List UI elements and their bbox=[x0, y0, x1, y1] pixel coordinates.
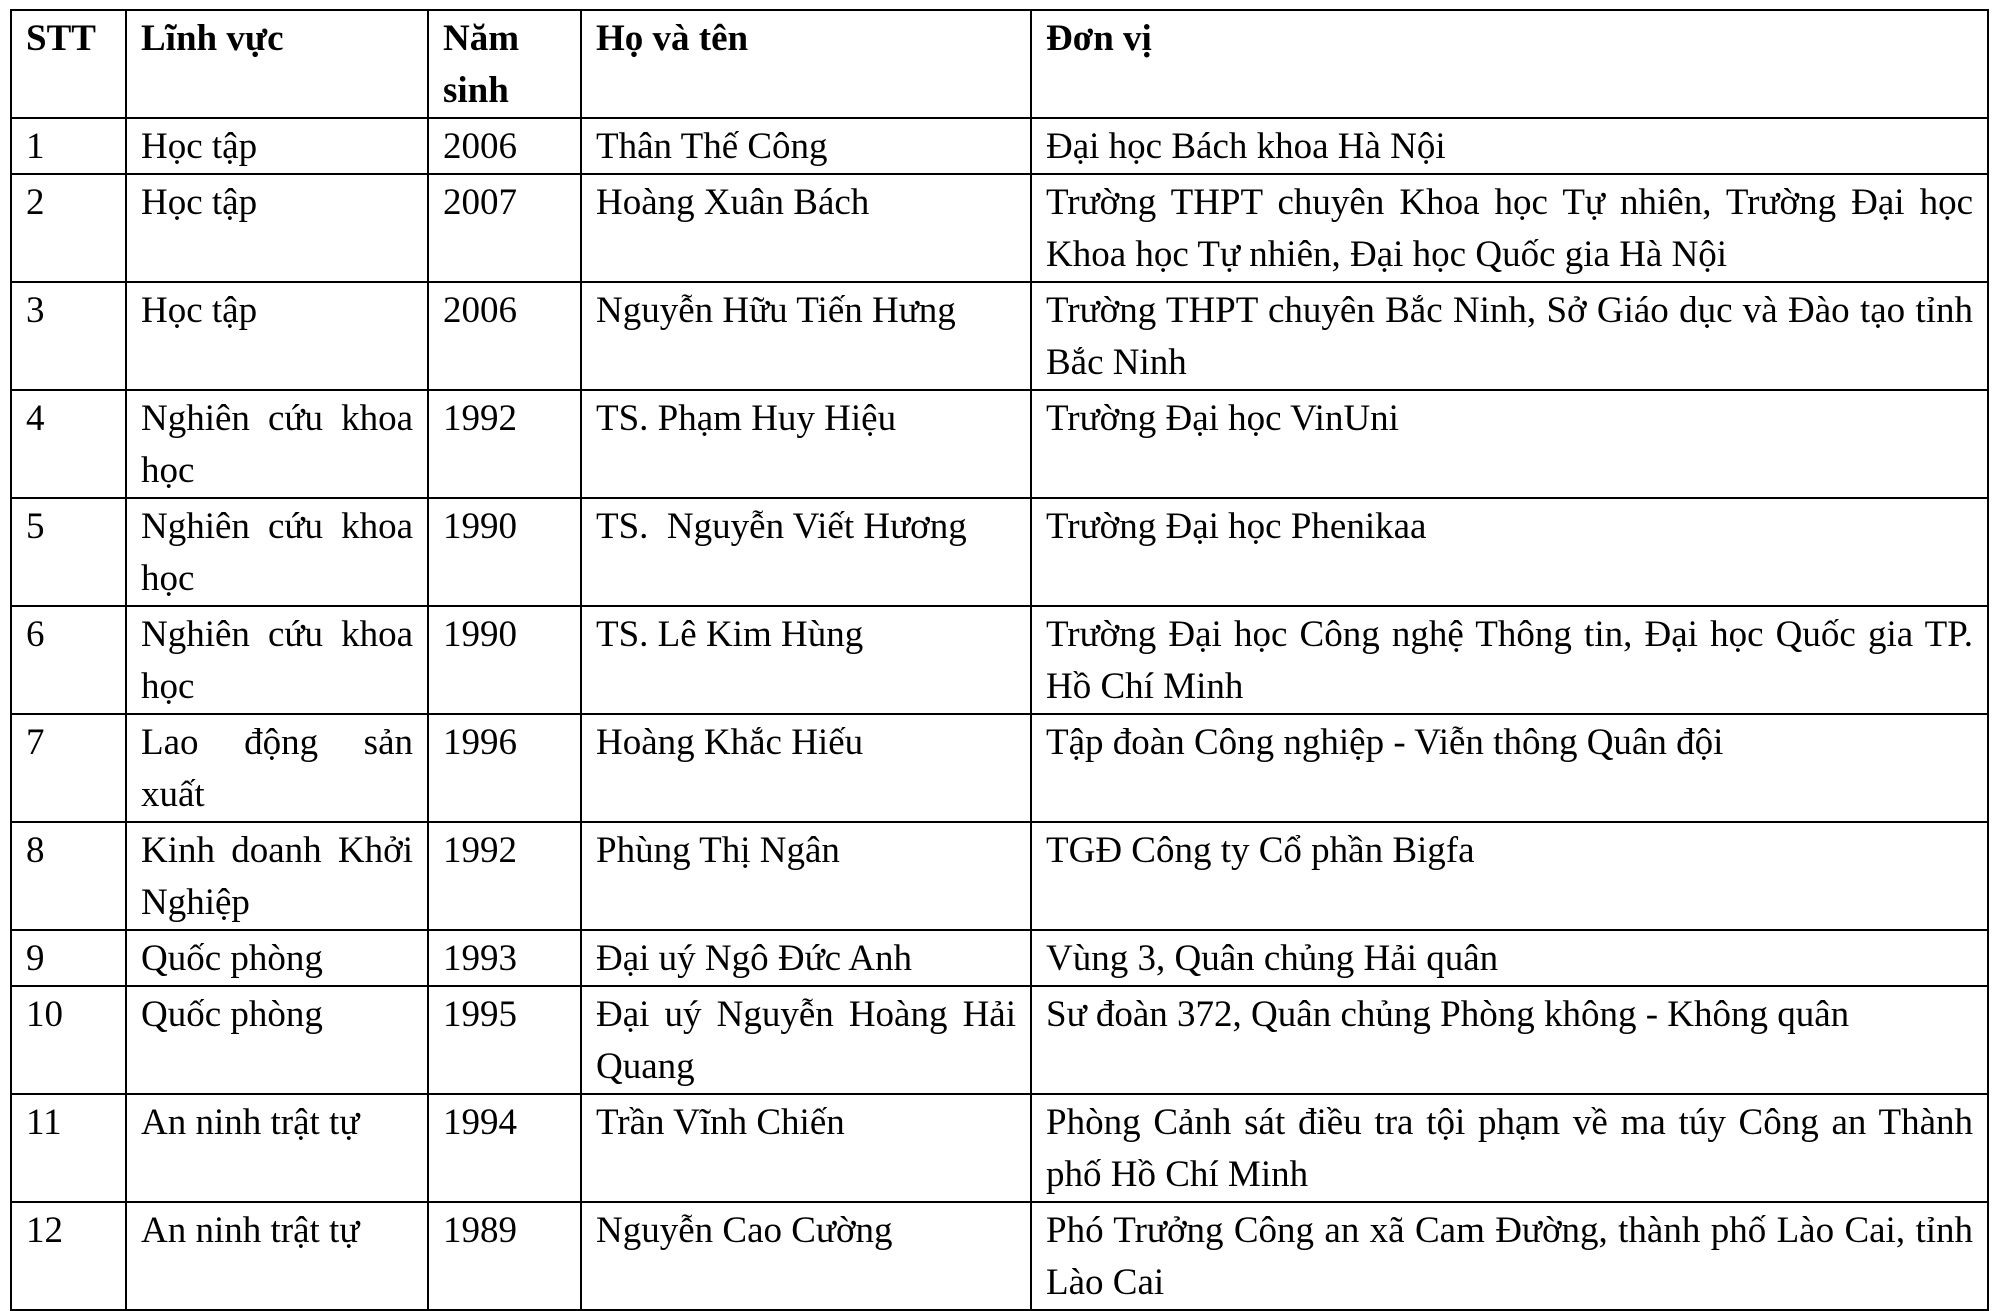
cell-stt: 12 bbox=[11, 1202, 126, 1310]
cell-stt: 8 bbox=[11, 822, 126, 930]
cell-stt: 11 bbox=[11, 1094, 126, 1202]
cell-unit: Trường Đại học VinUni bbox=[1031, 390, 1988, 498]
cell-name: Nguyễn Cao Cường bbox=[581, 1202, 1031, 1310]
cell-field: Nghiên cứu khoa học bbox=[126, 498, 428, 606]
cell-unit: Tập đoàn Công nghiệp - Viễn thông Quân đội bbox=[1031, 714, 1988, 822]
cell-unit: Đại học Bách khoa Hà Nội bbox=[1031, 118, 1988, 174]
cell-year: 2007 bbox=[428, 174, 581, 282]
cell-year: 1993 bbox=[428, 930, 581, 986]
table-row bbox=[11, 606, 1988, 714]
cell-year: 2006 bbox=[428, 282, 581, 390]
cell-name: TS. Nguyễn Viết Hương bbox=[581, 498, 1031, 606]
cell-year: 1996 bbox=[428, 714, 581, 822]
cell-year: 1990 bbox=[428, 498, 581, 606]
cell-name: Đại uý Ngô Đức Anh bbox=[581, 930, 1031, 986]
cell-stt: 7 bbox=[11, 714, 126, 822]
table-row bbox=[11, 1094, 1988, 1202]
cell-name: Đại uý Nguyễn Hoàng Hải Quang bbox=[581, 986, 1031, 1094]
table-row bbox=[11, 174, 1988, 282]
cell-year: 1990 bbox=[428, 606, 581, 714]
cell-name: Trần Vĩnh Chiến bbox=[581, 1094, 1031, 1202]
cell-name: Hoàng Khắc Hiếu bbox=[581, 714, 1031, 822]
cell-stt: 3 bbox=[11, 282, 126, 390]
cell-field: Quốc phòng bbox=[126, 930, 428, 986]
header-unit: Đơn vị bbox=[1031, 10, 1988, 118]
header-field: Lĩnh vực bbox=[126, 10, 428, 118]
table-row bbox=[11, 714, 1988, 822]
table-row bbox=[11, 1202, 1988, 1310]
cell-year: 1989 bbox=[428, 1202, 581, 1310]
cell-stt: 9 bbox=[11, 930, 126, 986]
cell-unit: Phòng Cảnh sát điều tra tội phạm về ma túy Công an Thành phố Hồ Chí Minh bbox=[1031, 1094, 1988, 1202]
cell-stt: 6 bbox=[11, 606, 126, 714]
cell-stt: 4 bbox=[11, 390, 126, 498]
cell-unit: Sư đoàn 372, Quân chủng Phòng không - Không quân bbox=[1031, 986, 1988, 1094]
cell-year: 1995 bbox=[428, 986, 581, 1094]
cell-stt: 2 bbox=[11, 174, 126, 282]
header-year: Năm sinh bbox=[428, 10, 581, 118]
cell-field: Học tập bbox=[126, 282, 428, 390]
cell-unit: Trường THPT chuyên Khoa học Tự nhiên, Trường Đại học Khoa học Tự nhiên, Đại học Quốc gia Hà Nội bbox=[1031, 174, 1988, 282]
cell-unit: Trường Đại học Phenikaa bbox=[1031, 498, 1988, 606]
cell-stt: 5 bbox=[11, 498, 126, 606]
cell-name: TS. Phạm Huy Hiệu bbox=[581, 390, 1031, 498]
cell-field: Kinh doanh Khởi Nghiệp bbox=[126, 822, 428, 930]
table-row bbox=[11, 118, 1988, 174]
cell-year: 1992 bbox=[428, 822, 581, 930]
cell-name: Hoàng Xuân Bách bbox=[581, 174, 1031, 282]
cell-year: 1994 bbox=[428, 1094, 581, 1202]
cell-stt: 1 bbox=[11, 118, 126, 174]
cell-name: Nguyễn Hữu Tiến Hưng bbox=[581, 282, 1031, 390]
cell-unit: Trường Đại học Công nghệ Thông tin, Đại học Quốc gia TP. Hồ Chí Minh bbox=[1031, 606, 1988, 714]
table-row bbox=[11, 822, 1988, 930]
awardees-table bbox=[10, 9, 1989, 1311]
cell-field: An ninh trật tự bbox=[126, 1094, 428, 1202]
cell-year: 1992 bbox=[428, 390, 581, 498]
cell-name: Thân Thế Công bbox=[581, 118, 1031, 174]
header-name: Họ và tên bbox=[581, 10, 1031, 118]
table-row bbox=[11, 986, 1988, 1094]
header-stt: STT bbox=[11, 10, 126, 118]
table-row bbox=[11, 282, 1988, 390]
cell-unit: Vùng 3, Quân chủng Hải quân bbox=[1031, 930, 1988, 986]
cell-field: Học tập bbox=[126, 118, 428, 174]
table-row bbox=[11, 930, 1988, 986]
table-row bbox=[11, 498, 1988, 606]
cell-unit: Trường THPT chuyên Bắc Ninh, Sở Giáo dục và Đào tạo tỉnh Bắc Ninh bbox=[1031, 282, 1988, 390]
cell-field: Lao động sản xuất bbox=[126, 714, 428, 822]
cell-name: Phùng Thị Ngân bbox=[581, 822, 1031, 930]
cell-name: TS. Lê Kim Hùng bbox=[581, 606, 1031, 714]
cell-stt: 10 bbox=[11, 986, 126, 1094]
cell-field: Nghiên cứu khoa học bbox=[126, 606, 428, 714]
cell-field: Học tập bbox=[126, 174, 428, 282]
cell-field: An ninh trật tự bbox=[126, 1202, 428, 1310]
cell-field: Quốc phòng bbox=[126, 986, 428, 1094]
table-row bbox=[11, 390, 1988, 498]
header-row bbox=[11, 10, 1988, 118]
cell-unit: Phó Trưởng Công an xã Cam Đường, thành phố Lào Cai, tỉnh Lào Cai bbox=[1031, 1202, 1988, 1310]
cell-year: 2006 bbox=[428, 118, 581, 174]
cell-field: Nghiên cứu khoa học bbox=[126, 390, 428, 498]
document-page bbox=[10, 9, 1989, 1311]
cell-unit: TGĐ Công ty Cổ phần Bigfa bbox=[1031, 822, 1988, 930]
